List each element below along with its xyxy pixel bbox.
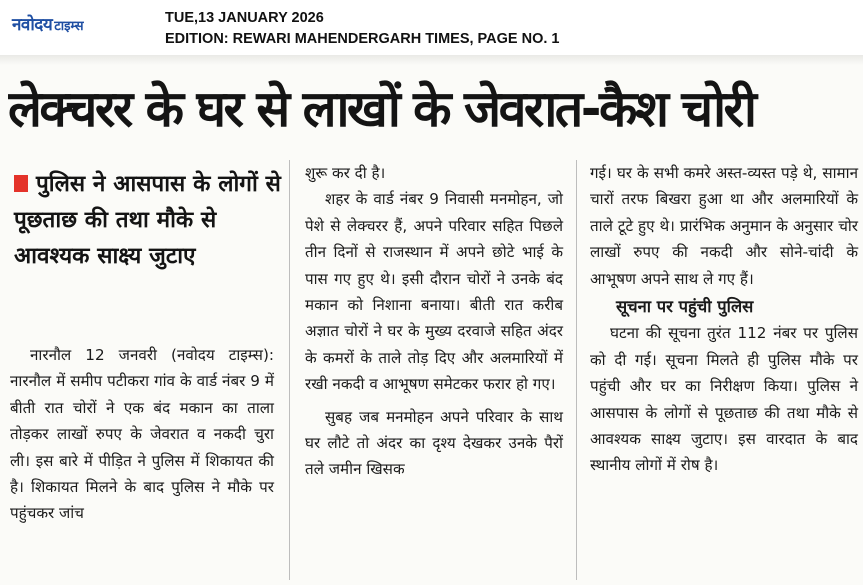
article-column-1 bbox=[10, 342, 274, 527]
article-headline: लेक्चरर के घर से लाखों के जेवरात-कैश चोरी bbox=[8, 80, 755, 138]
article-subheadline bbox=[14, 166, 282, 274]
paragraph: घटना की सूचना तुरंत 112 नंबर पर पुलिस को दी गई। सूचना मिलते ही पुलिस मौके पर पहुंची और घर का निरीक्षण किया। पुलिस ने आसपास के लोगों से पूछताछ की तथा मौके से आवश्यक साक्ष्य जुटाए। इस वारदात के बाद स्थानीय लोगों में रोष है। bbox=[590, 324, 858, 475]
paragraph: शहर के वार्ड नंबर 9 निवासी मनमोहन, जो पेशे से लेक्चरर हैं, अपने परिवार सहित पिछले तीन दिनों से राजस्थान में अपने छोटे भाई के पास गए हुए थे। इसी दौरान चोरों ने उनके बंद मकान को निशाना बनाया। बीती रात करीब अज्ञात चोरों ने घर के मुख्य दरवाजे सहित अंदर के कमरों के ताले तोड़ दिए और अलमारियों में रखी नकदी व आभूषण समेटकर फरार हो गए। bbox=[305, 190, 563, 394]
crosshead: सूचना पर पहुंची पुलिस bbox=[616, 297, 754, 317]
column-divider bbox=[576, 160, 577, 580]
paragraph: नारनौल 12 जनवरी (नवोदय टाइम्स): नारनौल में समीप पटीकरा गांव के वार्ड नंबर 9 में बीती रात चोरों ने एक बंद मकान का ताला तोड़कर लाखों रुपए के जेवरात व नकदी चुरा ली। इस बारे में पीड़ित ने पुलिस में शिकायत की है। शिकायत मिलने के बाद पुलिस ने मौके पर पहुंचकर जांच bbox=[10, 346, 274, 523]
article-column-3 bbox=[590, 160, 858, 479]
edition-header bbox=[0, 0, 863, 55]
paragraph: गई। घर के सभी कमरे अस्त-व्यस्त पड़े थे, सामान चारों तरफ बिखरा हुआ था और अलमारियों के ताले टूटे हुए थे। प्रारंभिक अनुमान के अनुसार चोर लाखों रुपए की नकदी और सोने-चांदी के आभूषण अपने साथ ले गए हैं। bbox=[590, 164, 858, 288]
paragraph: सुबह जब मनमोहन अपने परिवार के साथ घर लौटे तो अंदर का दृश्य देखकर उनके पैरों तले जमीन खिसक bbox=[305, 407, 563, 479]
logo-main-text: नवोदय bbox=[12, 15, 53, 35]
edition-meta bbox=[165, 8, 559, 50]
subheadline-text: पुलिस ने आसपास के लोगों से पूछताछ की तथा मौके से आवश्यक साक्ष्य जुटाए bbox=[14, 171, 281, 269]
newspaper-logo[interactable] bbox=[12, 12, 84, 35]
logo-sub-text: टाइम्स bbox=[54, 19, 84, 34]
article-column-2 bbox=[305, 160, 563, 483]
edition-line: EDITION: REWARI MAHENDERGARH TIMES, PAGE NO. 1 bbox=[165, 31, 560, 47]
red-square-bullet-icon bbox=[14, 175, 28, 192]
clipping-edge bbox=[0, 55, 863, 65]
column-divider bbox=[289, 160, 290, 580]
paragraph: शुरू कर दी है। bbox=[305, 164, 386, 182]
date-line: TUE,13 JANUARY 2026 bbox=[165, 10, 324, 26]
